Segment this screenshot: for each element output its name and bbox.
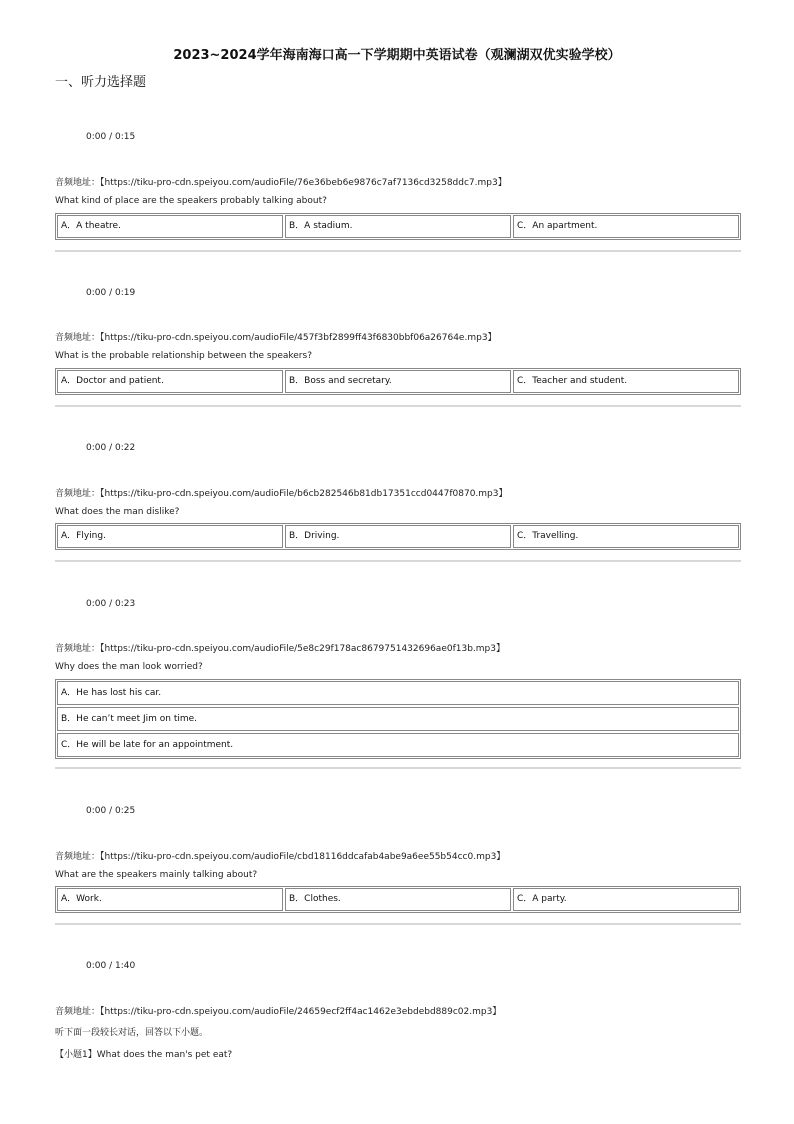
question-stem: Why does the man look worried? (55, 662, 203, 672)
option-b[interactable]: B．Clothes. (285, 888, 511, 911)
option-b[interactable]: B．Driving. (285, 525, 511, 548)
divider (55, 923, 741, 925)
audio-player-time[interactable]: 0:00 / 0:19 (86, 288, 136, 298)
question-stem: What are the speakers mainly talking about? (55, 870, 258, 880)
question-stem: 听下面一段较长对话，回答以下小题。 (55, 1028, 209, 1038)
question-stem: What kind of place are the speakers probably talking about? (55, 196, 327, 206)
options-row (55, 213, 741, 240)
audio-address: 音频地址：【https://tiku-pro-cdn.speiyou.com/audioFile/457f3bf2899ff43f6830bbf06a26764e.mp3】 (55, 333, 497, 343)
divider (55, 767, 741, 769)
option-a[interactable]: A．Flying. (57, 525, 283, 548)
question-stem: What does the man dislike? (55, 507, 180, 517)
option-b[interactable]: B．Boss and secretary. (285, 370, 511, 393)
divider (55, 405, 741, 407)
audio-address: 音频地址：【https://tiku-pro-cdn.speiyou.com/audioFile/5e8c29f178ac8679751432696ae0f13b.mp3】 (55, 644, 505, 654)
audio-player-time[interactable]: 0:00 / 0:25 (86, 806, 136, 816)
options-list (55, 679, 741, 759)
option-c[interactable]: C．He will be late for an appointment. (57, 733, 739, 757)
audio-address: 音频地址：【https://tiku-pro-cdn.speiyou.com/audioFile/76e36beb6e9876c7af7136cd3258ddc7.mp3】 (55, 178, 507, 188)
audio-player-time[interactable]: 0:00 / 1:40 (86, 961, 136, 971)
page-title: 2023~2024学年海南海口高一下学期期中英语试卷（观澜湖双优实验学校） (173, 48, 621, 63)
option-c[interactable]: C．A party. (513, 888, 739, 911)
option-a[interactable]: A．He has lost his car. (57, 681, 739, 705)
audio-address: 音频地址：【https://tiku-pro-cdn.speiyou.com/audioFile/cbd18116ddcafab4abe9a6ee55b54cc0.mp3】 (55, 852, 506, 862)
audio-player-time[interactable]: 0:00 / 0:15 (86, 132, 136, 142)
option-c[interactable]: C．Teacher and student. (513, 370, 739, 393)
question-stem: What is the probable relationship between the speakers? (55, 351, 312, 361)
divider (55, 560, 741, 562)
audio-player-time[interactable]: 0:00 / 0:23 (86, 599, 136, 609)
divider (55, 250, 741, 252)
section-heading: 一、听力选择题 (55, 75, 147, 90)
options-row (55, 886, 741, 913)
option-b[interactable]: B．A stadium. (285, 215, 511, 238)
option-c[interactable]: C．An apartment. (513, 215, 739, 238)
audio-address: 音频地址：【https://tiku-pro-cdn.speiyou.com/audioFile/b6cb282546b81db17351ccd0447f0870.mp3】 (55, 489, 508, 499)
audio-address: 音频地址：【https://tiku-pro-cdn.speiyou.com/audioFile/24659ecf2ff4ac1462e3ebdebd889c02.mp3】 (55, 1007, 502, 1017)
option-a[interactable]: A．A theatre. (57, 215, 283, 238)
option-c[interactable]: C．Travelling. (513, 525, 739, 548)
option-a[interactable]: A．Work. (57, 888, 283, 911)
option-a[interactable]: A．Doctor and patient. (57, 370, 283, 393)
audio-player-time[interactable]: 0:00 / 0:22 (86, 443, 136, 453)
option-b[interactable]: B．He can’t meet Jim on time. (57, 707, 739, 731)
sub-question: 【小题1】What does the man's pet eat? (55, 1050, 233, 1060)
options-row (55, 523, 741, 550)
options-row (55, 368, 741, 395)
